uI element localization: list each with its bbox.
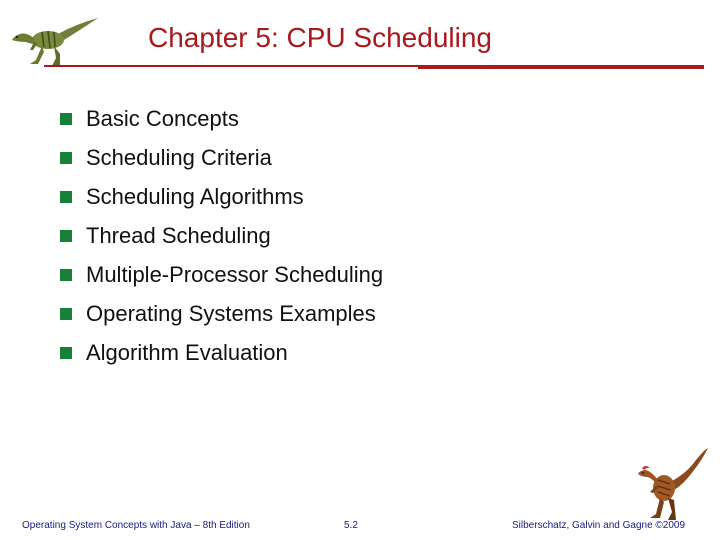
dinosaur-standing-icon	[630, 446, 710, 522]
footer-book-title: Operating System Concepts with Java – 8th Edition	[22, 520, 250, 531]
bullet-text: Basic Concepts	[86, 105, 239, 131]
square-bullet-icon	[60, 347, 72, 359]
bullet-item	[60, 333, 383, 372]
title-underline-thick	[418, 65, 704, 69]
square-bullet-icon	[60, 308, 72, 320]
dinosaur-logo-icon	[6, 14, 100, 70]
bullet-list	[60, 99, 383, 372]
bullet-item	[60, 255, 383, 294]
bullet-text: Scheduling Algorithms	[86, 183, 304, 209]
square-bullet-icon	[60, 191, 72, 203]
bullet-item	[60, 294, 383, 333]
square-bullet-icon	[60, 230, 72, 242]
bullet-text: Algorithm Evaluation	[86, 339, 288, 365]
bullet-item	[60, 99, 383, 138]
bullet-text: Thread Scheduling	[86, 222, 271, 248]
square-bullet-icon	[60, 152, 72, 164]
page-title: Chapter 5: CPU Scheduling	[148, 22, 492, 53]
title-underline	[0, 64, 706, 70]
footer-copyright: Silberschatz, Galvin and Gagne ©2009	[512, 520, 686, 531]
bullet-item	[60, 138, 383, 177]
bullet-text: Multiple-Processor Scheduling	[86, 261, 384, 287]
square-bullet-icon	[60, 113, 72, 125]
bullet-item	[60, 177, 383, 216]
square-bullet-icon	[60, 269, 72, 281]
bullet-text: Scheduling Criteria	[86, 144, 272, 170]
bullet-item	[60, 216, 383, 255]
bullet-text: Operating Systems Examples	[86, 300, 376, 326]
page-number: 5.2	[344, 520, 358, 531]
title-underline-thin	[44, 65, 424, 67]
